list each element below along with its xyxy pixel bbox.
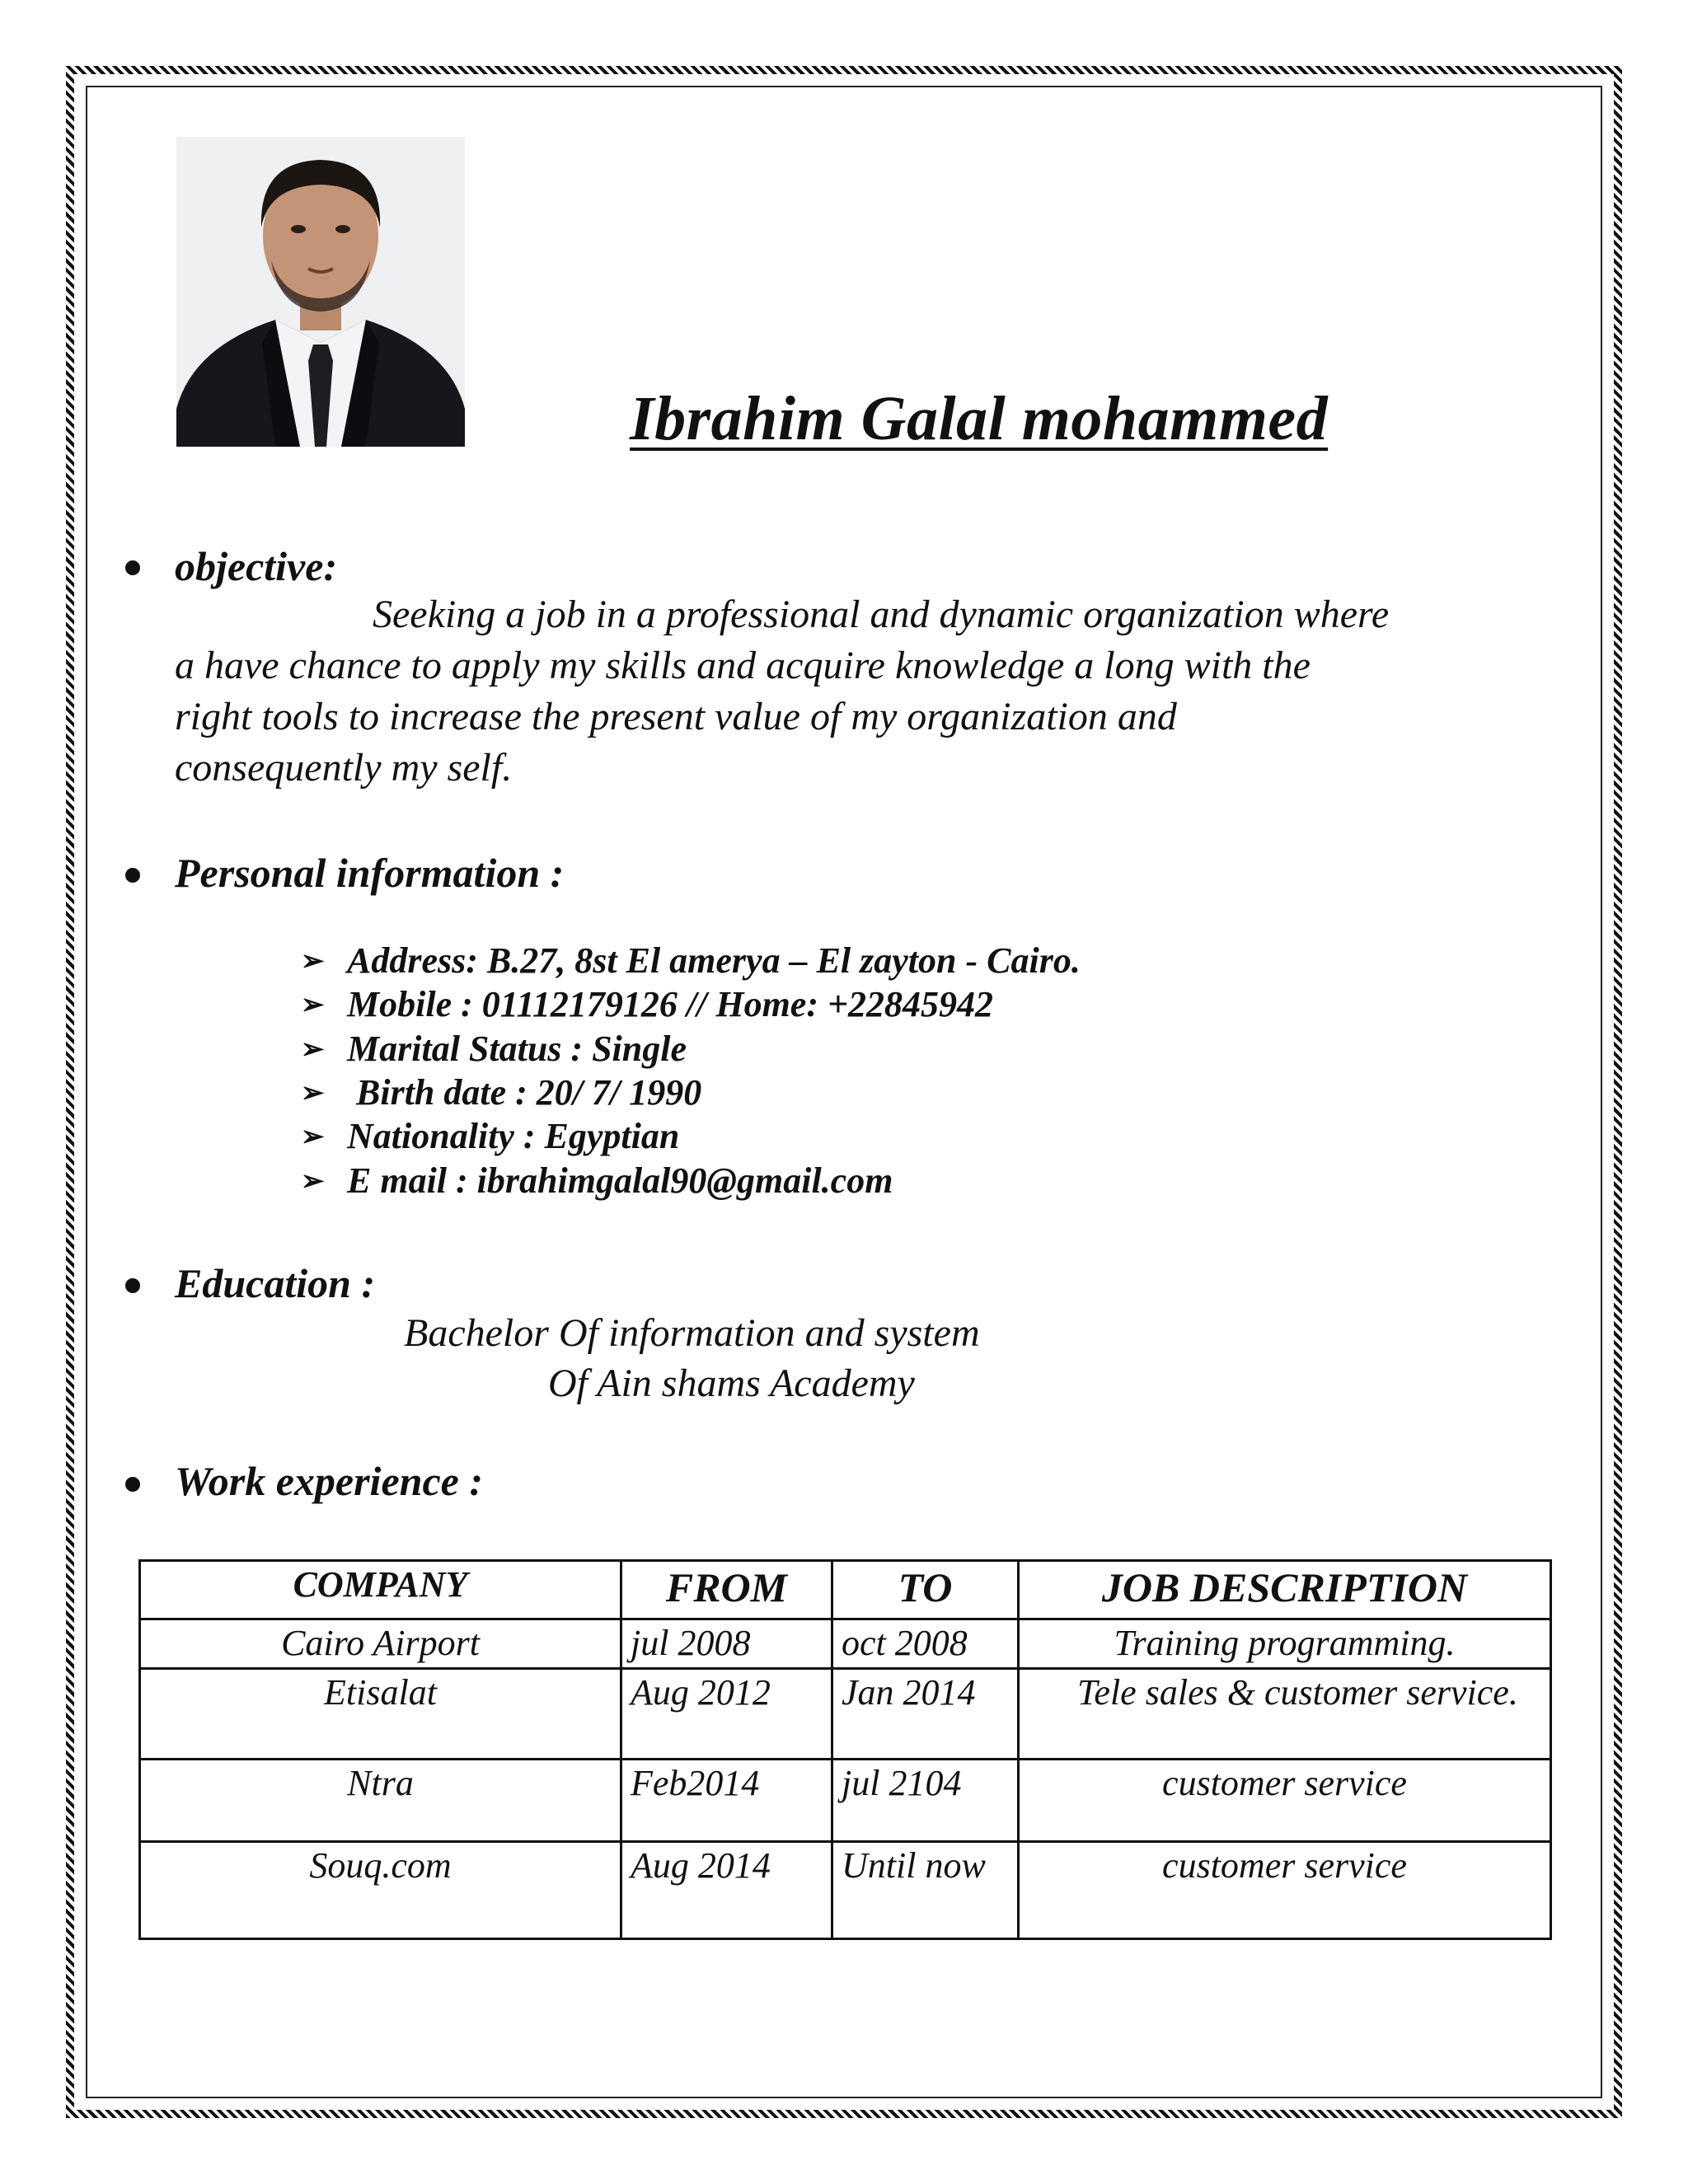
objective-heading: objective: xyxy=(175,543,338,589)
personal-item-nationality xyxy=(301,1115,679,1157)
job-description-cell: Training programming. xyxy=(1019,1619,1551,1669)
education-degree: Bachelor Of information and system xyxy=(404,1311,980,1355)
personal-item-marital-status xyxy=(301,1028,687,1070)
personal-heading: Personal information : xyxy=(175,850,565,896)
arrow-bullet-icon: ➢ xyxy=(301,1165,325,1197)
arrow-bullet-icon: ➢ xyxy=(301,989,325,1020)
from-cell: Feb2014 xyxy=(621,1760,832,1842)
education-institution: Of Ain shams Academy xyxy=(548,1361,915,1405)
bullet-education xyxy=(125,1278,140,1293)
birth-date-text: Birth date : 20/ 7/ 1990 xyxy=(347,1072,702,1113)
company-cell: Etisalat xyxy=(140,1669,621,1760)
col-to-header: TO xyxy=(832,1561,1019,1619)
bullet-work xyxy=(125,1477,140,1492)
mobile-text: Mobile : 01112179126 // Home: +22845942 xyxy=(347,984,994,1024)
job-description-cell: customer service xyxy=(1019,1842,1551,1939)
table-row xyxy=(140,1760,1551,1842)
bullet-objective xyxy=(125,560,140,575)
objective-line-2: a have chance to apply my skills and acquire knowledge a long with the xyxy=(175,644,1311,687)
to-cell: oct 2008 xyxy=(832,1619,1019,1669)
education-heading: Education : xyxy=(175,1260,376,1306)
arrow-bullet-icon: ➢ xyxy=(301,1121,325,1152)
candidate-name: Ibrahim Galal mohammed xyxy=(630,384,1329,453)
profile-photo xyxy=(176,137,465,447)
col-job-description-header: JOB DESCRIPTION xyxy=(1019,1561,1551,1619)
col-company-header: COMPANY xyxy=(140,1561,621,1619)
table-header-row xyxy=(140,1561,1551,1619)
arrow-bullet-icon: ➢ xyxy=(301,1077,325,1108)
company-cell: Ntra xyxy=(140,1760,621,1842)
company-cell: Cairo Airport xyxy=(140,1619,621,1669)
address-text: Address: B.27, 8st El amerya – El zayton - Cairo. xyxy=(347,940,1081,981)
personal-item-email xyxy=(301,1160,893,1202)
work-experience-table xyxy=(138,1559,1552,1940)
arrow-bullet-icon: ➢ xyxy=(301,1033,325,1065)
marital-status-text: Marital Status : Single xyxy=(347,1029,687,1069)
company-cell: Souq.com xyxy=(140,1842,621,1939)
work-heading: Work experience : xyxy=(175,1458,483,1504)
portrait-illustration xyxy=(176,137,465,447)
email-text: E mail : ibrahimgalal90@gmail.com xyxy=(347,1160,893,1201)
objective-line-4: consequently my self. xyxy=(175,746,513,790)
table-row xyxy=(140,1619,1551,1669)
to-cell: Until now xyxy=(832,1842,1019,1939)
to-cell: jul 2104 xyxy=(832,1760,1019,1842)
from-cell: Aug 2014 xyxy=(621,1842,832,1939)
nationality-text: Nationality : Egyptian xyxy=(347,1116,680,1156)
arrow-bullet-icon: ➢ xyxy=(301,945,325,977)
personal-item-address xyxy=(301,940,1081,982)
bullet-personal xyxy=(125,868,140,883)
table-row xyxy=(140,1669,1551,1760)
table-row xyxy=(140,1842,1551,1939)
job-description-cell: Tele sales & customer service. xyxy=(1019,1669,1551,1760)
objective-line-1: Seeking a job in a professional and dynamic organization where xyxy=(373,593,1390,636)
objective-line-3: right tools to increase the present value of my organization and xyxy=(175,695,1177,738)
from-cell: jul 2008 xyxy=(621,1619,832,1669)
col-from-header: FROM xyxy=(621,1561,832,1619)
personal-item-mobile xyxy=(301,983,993,1025)
from-cell: Aug 2012 xyxy=(621,1669,832,1760)
job-description-cell: customer service xyxy=(1019,1760,1551,1842)
to-cell: Jan 2014 xyxy=(832,1669,1019,1760)
personal-item-birth-date xyxy=(301,1071,701,1113)
